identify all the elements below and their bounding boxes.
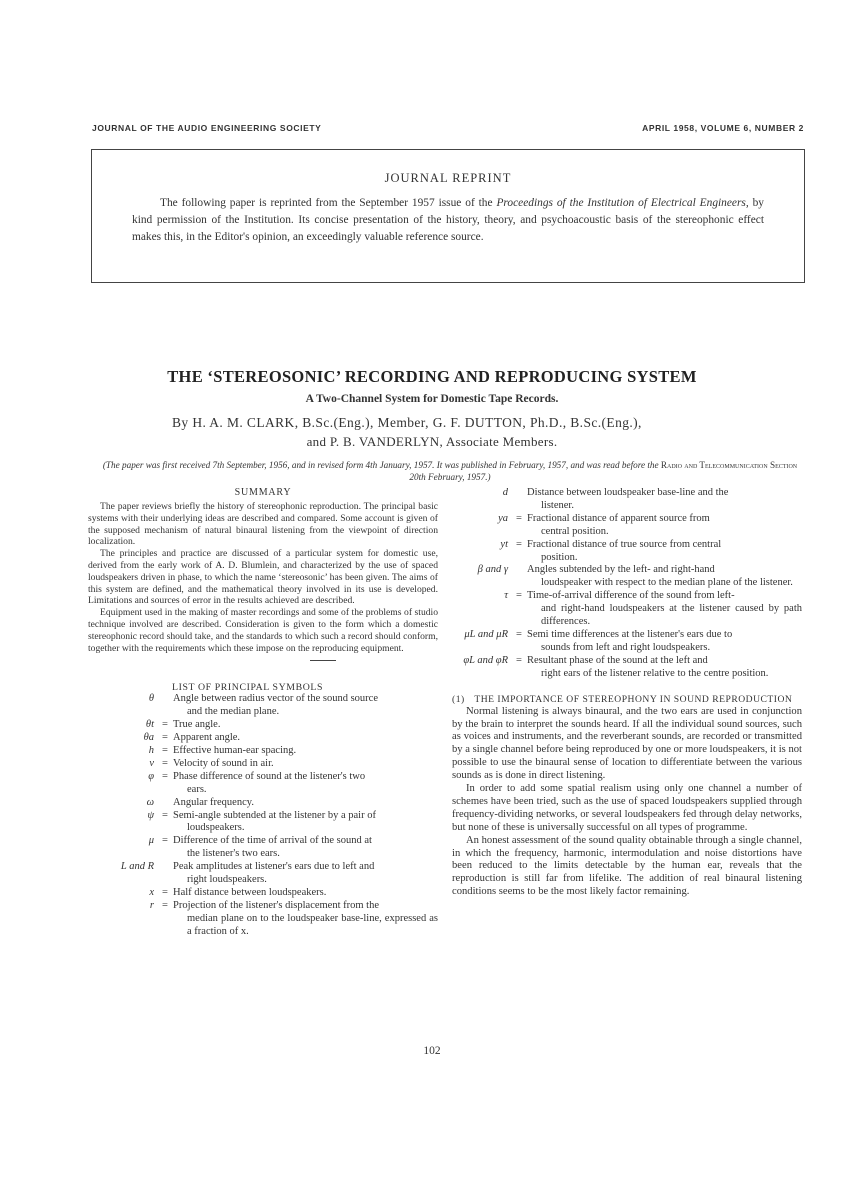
symbol-key: r <box>149 899 154 911</box>
symbol-equals: = <box>162 757 168 769</box>
symbol-definition <box>173 797 438 810</box>
symbol-equals: = <box>162 732 168 744</box>
publication-note <box>100 459 800 483</box>
symbol-key: φL and φR <box>463 654 508 666</box>
symbol-definition <box>527 590 802 629</box>
symbol-row <box>452 513 802 539</box>
reprint-text-part-1: The following paper is reprinted from the September 1957 issue of the <box>160 197 497 209</box>
symbol-key: ψ <box>147 809 154 821</box>
symbol-equals: = <box>516 538 522 550</box>
symbol-row <box>88 771 438 797</box>
section-1-number: (1) <box>452 693 465 705</box>
symbol-key: d <box>502 487 508 498</box>
symbol-definition <box>527 655 802 681</box>
symbol-key: θt <box>145 719 154 731</box>
symbol-definition <box>527 539 802 565</box>
right-column <box>452 487 802 899</box>
symbol-definition <box>173 810 438 836</box>
symbol-row <box>88 719 438 732</box>
symbol-row <box>452 564 802 590</box>
symbol-key: φ <box>148 770 154 782</box>
symbol-definition-continued: and the median plane. <box>187 706 280 718</box>
symbol-key: μ <box>148 835 154 847</box>
page-number: 102 <box>423 1045 441 1057</box>
symbol-definition <box>527 629 802 655</box>
symbol-equals <box>157 693 173 719</box>
symbol-row <box>452 539 802 565</box>
divider <box>310 660 336 661</box>
symbol-row <box>452 655 802 681</box>
note-part-1: (The paper was first received 7th September, 1956, and in revised form 4th January, 1957. It was published in February, 1957, and was read before the <box>102 460 661 470</box>
symbol-definition <box>173 900 438 939</box>
symbol-equals: = <box>516 512 522 524</box>
symbol-definition-text: Peak amplitudes at listener's ears due to left and <box>173 861 375 873</box>
symbol-definition <box>527 564 802 590</box>
symbol-definition-text: Effective human-ear spacing. <box>173 744 297 756</box>
symbol-key: μL and μR <box>464 628 508 640</box>
symbol-equals: = <box>162 835 168 847</box>
symbol-row <box>452 590 802 629</box>
authors-line-1: By H. A. M. CLARK, B.Sc.(Eng.), Member, G. F. DUTTON, Ph.D., B.Sc.(Eng.), <box>172 415 642 430</box>
symbol-key: β and γ <box>477 564 508 576</box>
note-part-2: 20th February, 1957.) <box>409 472 491 482</box>
reprint-text <box>132 195 764 246</box>
symbol-definition <box>527 487 802 513</box>
symbol-row <box>88 861 438 887</box>
symbol-key: yt <box>500 538 508 550</box>
symbol-key: v <box>149 757 154 769</box>
issue-info: APRIL 1958, VOLUME 6, NUMBER 2 <box>642 123 804 133</box>
symbol-definition-text: Fractional distance of apparent source from <box>527 512 710 524</box>
symbol-row <box>88 693 438 719</box>
symbol-definition <box>527 513 802 539</box>
reprint-text-part-2: by kind permission of the Institution. Its concise presentation of the history, theory, and psychoacoustic basis of the stereophonic effect makes this, in the Editor's opinion, an exceedingly valuable reference source. <box>132 197 764 243</box>
symbol-definition-text: Semi-angle subtended at the listener by a pair of <box>173 809 376 821</box>
left-column <box>88 487 438 939</box>
summary-paragraph: Equipment used in the making of master recordings and some of the problems of studio technique involved are described. Consideration is given to the form which a domestic stereophonic record should take, and the standards to which such a record should conform, together with the requirements which these impose on the reproducing equipment. <box>88 607 438 654</box>
symbol-definition-text: Velocity of sound in air. <box>173 757 274 769</box>
section-1-heading <box>452 694 802 706</box>
symbol-key: ya <box>498 512 508 524</box>
symbol-equals: = <box>516 654 522 666</box>
symbol-equals: = <box>162 770 168 782</box>
symbol-definition-text: True angle. <box>173 719 221 731</box>
reprint-notice-box <box>91 149 805 283</box>
symbol-equals: = <box>162 886 168 898</box>
reprint-journal-italic: Proceedings of the Institution of Electrical Engineers, <box>496 197 749 209</box>
summary-paragraph: The paper reviews briefly the history of stereophonic reproduction. The principal basic systems with their underlying ideas are described and compared. Some account is given of the supposed mechanism of natural binaural listening from the viewpoint of direction localization. <box>88 501 438 548</box>
symbol-row <box>88 887 438 900</box>
symbol-key: τ <box>504 590 508 602</box>
symbol-definition-continued: the listener's two ears. <box>187 848 280 860</box>
section-1-paragraph: In order to add some spatial realism using only one channel a number of schemes have been tried, such as the use of spaced loudspeakers supplied through frequency-dividing networks, or several loudspeakers fed through delay networks, but none of these is universally successful on all types of programme. <box>452 783 802 833</box>
symbol-row <box>88 900 438 939</box>
symbol-definition-text: Resultant phase of the sound at the left and <box>527 654 708 666</box>
symbol-equals <box>511 487 527 513</box>
symbol-key: ω <box>146 796 154 808</box>
symbol-definition <box>173 835 438 861</box>
symbol-definition <box>173 693 438 719</box>
symbol-definition-continued: ears. <box>187 783 207 795</box>
summary-heading: SUMMARY <box>234 487 292 498</box>
symbol-definition-continued: right ears of the listener relative to the centre position. <box>541 667 769 679</box>
symbols-heading: LIST OF PRINCIPAL SYMBOLS <box>172 682 324 694</box>
symbol-definition-continued: median plane on to the loudspeaker base-line, expressed as a fraction of x. <box>187 912 438 937</box>
symbol-equals: = <box>162 809 168 821</box>
symbol-row <box>452 487 802 513</box>
symbol-equals: = <box>516 590 522 602</box>
symbol-definition <box>173 771 438 797</box>
symbol-row <box>452 629 802 655</box>
symbol-key: θa <box>143 732 154 744</box>
symbol-equals: = <box>162 719 168 731</box>
symbol-definition-continued: sounds from left and right loudspeakers. <box>541 641 711 653</box>
symbol-definition-text: Angles subtended by the left- and right-hand <box>527 564 715 576</box>
article-title: THE ‘STEREOSONIC’ RECORDING AND REPRODUCING SYSTEM <box>167 367 697 386</box>
symbol-definition-continued: loudspeakers. <box>187 822 245 834</box>
symbol-definition <box>173 745 438 758</box>
symbol-equals: = <box>162 744 168 756</box>
symbol-definition <box>173 887 438 900</box>
symbol-key: L and R <box>120 861 154 873</box>
symbol-definition <box>173 861 438 887</box>
symbol-definition <box>173 732 438 745</box>
symbol-definition-continued: central position. <box>541 525 609 537</box>
symbol-row <box>88 732 438 745</box>
symbol-equals <box>511 564 527 590</box>
symbols-list-left <box>88 693 438 938</box>
section-1-paragraph: Normal listening is always binaural, and the two ears are used in conjunction by the brain to interpret the sounds heard. If all the individual sound sources, such as voices and instruments, and the reverberant sounds, are recorded or transmitted by a single channel before being reproduced by one or more loudspeakers, it is not possible to use the binaural sense of location to differentiate between the various sounds as is done in direct listening. <box>452 705 802 782</box>
symbol-key: θ <box>148 693 154 705</box>
symbol-definition-continued: right loudspeakers. <box>187 874 267 886</box>
symbol-key: x <box>149 886 154 898</box>
symbol-definition-continued: loudspeaker with respect to the median plane of the listener. <box>541 577 793 589</box>
symbol-definition-continued: listener. <box>541 499 574 511</box>
symbol-definition-text: Phase difference of sound at the listener's two <box>173 770 366 782</box>
symbol-key: h <box>148 744 154 756</box>
symbol-definition-text: Distance between loudspeaker base-line and the <box>527 487 729 498</box>
symbol-definition-continued: position. <box>541 551 578 563</box>
symbol-definition-text: Half distance between loudspeakers. <box>173 886 327 898</box>
section-1-paragraph: An honest assessment of the sound quality obtainable through a single channel, in which the frequency, harmonic, intermodulation and noise distortions have been reduced to the limits detectable by the human ear, reveals that the reproduction is still far from lifelike. The addition of real binaural listening conditions seems to be the most likely factor remaining. <box>452 834 802 898</box>
symbol-definition-text: Projection of the listener's displacement from the <box>173 899 380 911</box>
authors-line-2: and P. B. VANDERLYN, Associate Members. <box>306 434 558 449</box>
summary-paragraph: The principles and practice are discussed of a particular system for domestic use, derived from the early work of A. D. Blumlein, and characterized by the use of spaced loudspeakers driven in phase, to which the name ‘stereosonic’ has been given. The aims of this system are defined, and the mathematical theory involved in its use is developed. Limitations and sources of error in the results achieved are described. <box>88 548 438 607</box>
symbol-definition-text: Time-of-arrival difference of the sound from left- <box>527 590 735 602</box>
symbol-definition-text: Angle between radius vector of the sound source <box>173 693 378 705</box>
note-section-name: Radio and Telecommunication Section <box>660 460 798 470</box>
symbol-row <box>88 758 438 771</box>
symbol-equals: = <box>162 899 168 911</box>
symbols-list-right <box>452 487 802 681</box>
symbol-row <box>88 745 438 758</box>
symbol-row <box>88 835 438 861</box>
symbol-equals: = <box>516 628 522 640</box>
symbol-definition <box>173 758 438 771</box>
symbol-equals <box>157 797 173 810</box>
symbol-definition-text: Apparent angle. <box>173 732 241 744</box>
symbol-definition <box>173 719 438 732</box>
journal-name: JOURNAL OF THE AUDIO ENGINEERING SOCIETY <box>92 123 322 133</box>
article-subtitle: A Two-Channel System for Domestic Tape Records. <box>305 393 559 405</box>
symbol-equals <box>157 861 173 887</box>
symbol-definition-text: Semi time differences at the listener's ears due to <box>527 628 733 640</box>
symbol-definition-continued: and right-hand loudspeakers at the listener caused by path differences. <box>541 603 802 628</box>
section-1-title: THE IMPORTANCE OF STEREOPHONY IN SOUND REPRODUCTION <box>474 693 793 705</box>
symbol-definition-text: Fractional distance of true source from central <box>527 538 722 550</box>
symbol-row <box>88 797 438 810</box>
reprint-title: JOURNAL REPRINT <box>384 171 512 185</box>
symbol-definition-text: Difference of the time of arrival of the sound at <box>173 835 372 847</box>
symbol-row <box>88 810 438 836</box>
symbol-definition-text: Angular frequency. <box>173 796 254 808</box>
